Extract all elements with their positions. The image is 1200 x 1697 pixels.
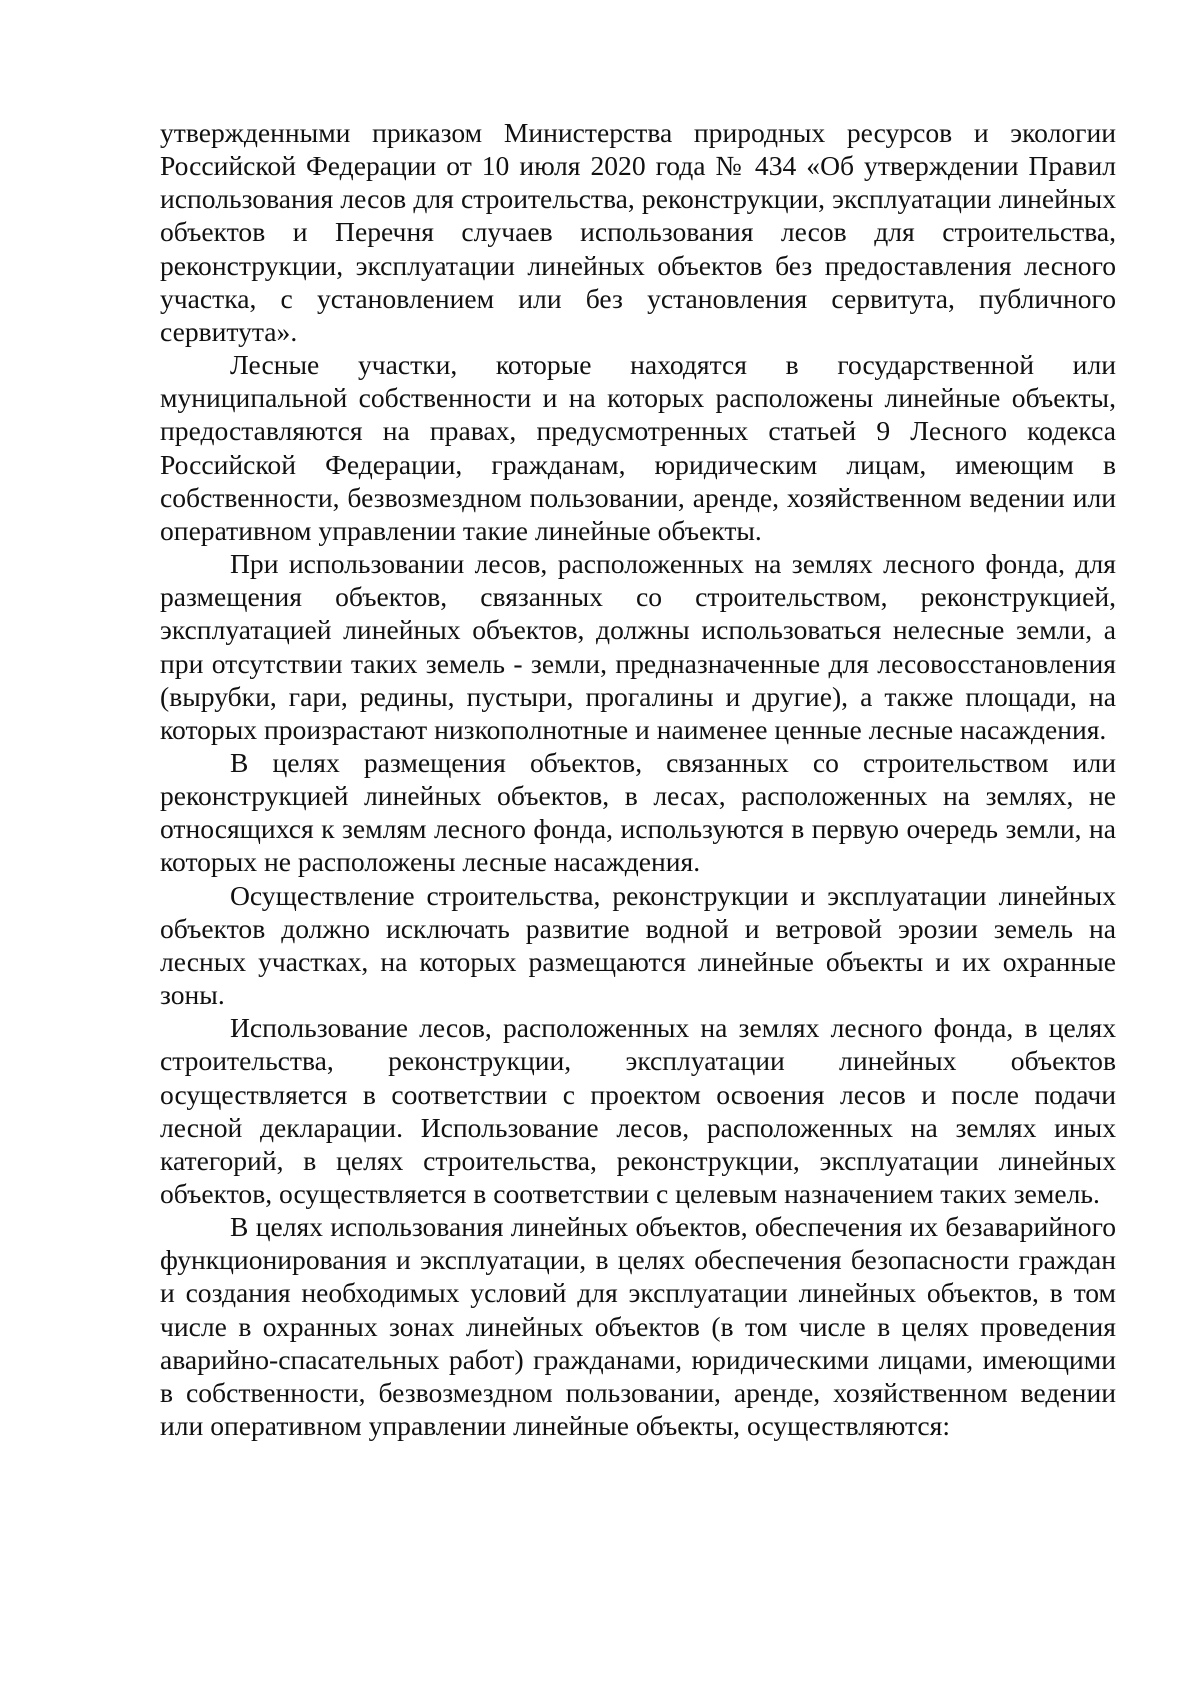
paragraph-erosion-prevention: Осуществление строительства, реконструкции и эксплуатации линейных объектов должно исключать развитие водной и ветровой эрозии земель на лесных участках, на которых размещаются линейные объекты и их охранные зоны.: [160, 879, 1116, 1011]
paragraph-forest-plots-rights: Лесные участки, которые находятся в государственной или муниципальной собственности и на которых расположены линейные объекты, предоставляются на правах, предусмотренных статьей 9 Лесного кодекса Российской Федерации, гражданам, юридическим лицам, имеющим в собственности, безвозмездном пользовании, аренде, хозяйственном ведении или оперативном управлении такие линейные объекты.: [160, 349, 1116, 546]
paragraph-linear-objects-operation: В целях использования линейных объектов, обеспечения их безаварийного функционирования и эксплуатации, в целях обеспечения безопасности граждан и создания необходимых условий для эксплуатации линейных объектов, в том числе в охранных зонах линейных объектов (в том числе в целях проведения аварийно-спасательных работ) гражданами, юридическими лицами, имеющими в собственности, безвозмездном пользовании, аренде, хозяйственном ведении или оперативном управлении линейные объекты, осуществляются:: [160, 1211, 1116, 1442]
paragraph-forest-fund-lands-use: При использовании лесов, расположенных на землях лесного фонда, для размещения объектов, связанных со строительством, реконструкцией, эксплуатацией линейных объектов, должны использоваться нелесные земли, а при отсутствии таких земель - земли, предназначенные для лесовосстановления (вырубки, гари, редины, пустыри, прогалины и другие), а также площади, на которых произрастают низкополнотные и наименее ценные лесные насаждения.: [160, 548, 1116, 745]
paragraph-continuation: утвержденными приказом Министерства природных ресурсов и экологии Российской Федерации от 10 июля 2020 года № 434 «Об утверждении Правил использования лесов для строительства, реконструкции, эксплуатации линейных объектов и Перечня случаев использования лесов для строительства, реконструкции, эксплуатации линейных объектов без предоставления лесного участка, с установлением или без установления сервитута, публичного сервитута».: [160, 117, 1116, 347]
document-body: [160, 116, 1116, 1442]
paragraph-forest-development-project: Использование лесов, расположенных на землях лесного фонда, в целях строительства, реконструкции, эксплуатации линейных объектов осуществляется в соответствии с проектом освоения лесов и после подачи лесной декларации. Использование лесов, расположенных на землях иных категорий, в целях строительства, реконструкции, эксплуатации линейных объектов, осуществляется в соответствии с целевым назначением таких земель.: [160, 1012, 1116, 1209]
paragraph-non-forest-fund-lands: В целях размещения объектов, связанных со строительством или реконструкцией линейных объектов, в лесах, расположенных на землях, не относящихся к землям лесного фонда, используются в первую очередь земли, на которых не расположены лесные насаждения.: [160, 746, 1116, 878]
